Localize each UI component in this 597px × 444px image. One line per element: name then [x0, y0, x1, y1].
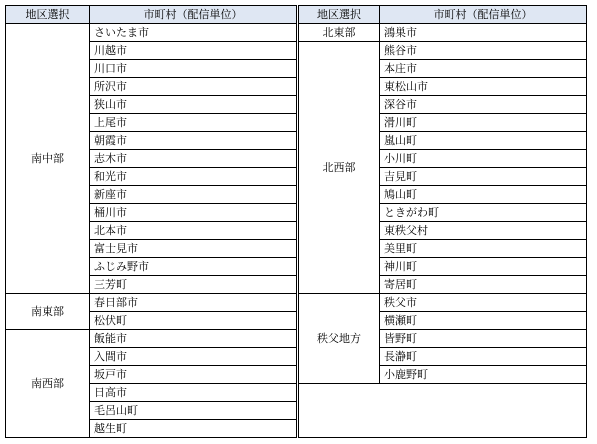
municipality-cell: 秩父市 [380, 294, 587, 312]
right-header-row [299, 6, 587, 24]
region-column-header: 地区選択 [299, 6, 380, 24]
right-region-table [298, 5, 587, 438]
table-row [6, 294, 297, 312]
region-cell: 秩父地方 [299, 294, 380, 384]
blank-cell [299, 384, 587, 438]
municipality-cell: 日高市 [90, 384, 297, 402]
municipality-cell: 狭山市 [90, 96, 297, 114]
region-cell: 南中部 [6, 24, 90, 294]
municipality-cell: 朝霞市 [90, 132, 297, 150]
municipality-cell: 東秩父村 [380, 222, 587, 240]
municipality-cell: 飯能市 [90, 330, 297, 348]
table-row [6, 330, 297, 348]
municipality-cell: 滑川町 [380, 114, 587, 132]
municipality-column-header: 市町村（配信単位） [90, 6, 297, 24]
table-row [6, 24, 297, 42]
municipality-cell: 熊谷市 [380, 42, 587, 60]
municipality-column-header: 市町村（配信単位） [380, 6, 587, 24]
municipality-cell: ときがわ町 [380, 204, 587, 222]
municipality-cell: 所沢市 [90, 78, 297, 96]
table-row [299, 24, 587, 42]
municipality-cell: 北本市 [90, 222, 297, 240]
municipality-cell: ふじみ野市 [90, 258, 297, 276]
region-cell: 南東部 [6, 294, 90, 330]
left-region-table [5, 5, 297, 438]
municipality-cell: 東松山市 [380, 78, 587, 96]
municipality-cell: 本庄市 [380, 60, 587, 78]
municipality-cell: 鳩山町 [380, 186, 587, 204]
municipality-cell: 横瀬町 [380, 312, 587, 330]
municipality-cell: 川越市 [90, 42, 297, 60]
municipality-cell: 嵐山町 [380, 132, 587, 150]
municipality-cell: 神川町 [380, 258, 587, 276]
table-row [299, 294, 587, 312]
municipality-cell: 皆野町 [380, 330, 587, 348]
region-column-header: 地区選択 [6, 6, 90, 24]
municipality-cell: 長瀞町 [380, 348, 587, 366]
municipality-cell: 美里町 [380, 240, 587, 258]
municipality-cell: 小鹿野町 [380, 366, 587, 384]
municipality-cell: さいたま市 [90, 24, 297, 42]
municipality-cell: 上尾市 [90, 114, 297, 132]
table-row [299, 42, 587, 60]
municipality-cell: 坂戸市 [90, 366, 297, 384]
right-table-body [299, 24, 587, 438]
municipality-cell: 入間市 [90, 348, 297, 366]
left-table-body [6, 24, 297, 438]
municipality-cell: 寄居町 [380, 276, 587, 294]
municipality-cell: 越生町 [90, 420, 297, 438]
blank-row [299, 384, 587, 438]
left-header-row [6, 6, 297, 24]
municipality-cell: 川口市 [90, 60, 297, 78]
municipality-cell: 三芳町 [90, 276, 297, 294]
municipality-cell: 和光市 [90, 168, 297, 186]
municipality-cell: 小川町 [380, 150, 587, 168]
municipality-cell: 鴻巣市 [380, 24, 587, 42]
municipality-cell: 深谷市 [380, 96, 587, 114]
municipality-cell: 春日部市 [90, 294, 297, 312]
municipality-cell: 吉見町 [380, 168, 587, 186]
municipality-cell: 桶川市 [90, 204, 297, 222]
region-cell: 北西部 [299, 42, 380, 294]
region-cell: 北東部 [299, 24, 380, 42]
municipality-cell: 志木市 [90, 150, 297, 168]
region-cell: 南西部 [6, 330, 90, 438]
municipality-cell: 富士見市 [90, 240, 297, 258]
municipality-cell: 松伏町 [90, 312, 297, 330]
municipality-cell: 新座市 [90, 186, 297, 204]
municipality-cell: 毛呂山町 [90, 402, 297, 420]
